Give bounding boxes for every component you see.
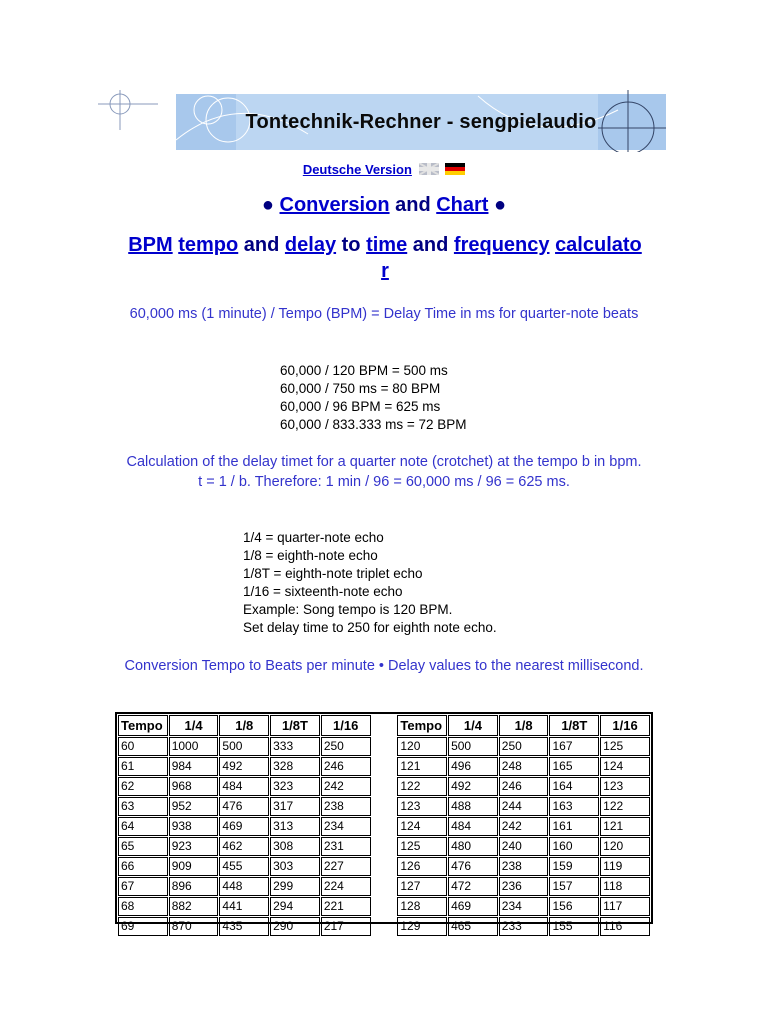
table-cell: 968 bbox=[169, 777, 219, 796]
header-eighth-triplet: 1/8T bbox=[549, 715, 599, 736]
header-tempo: Tempo bbox=[118, 715, 168, 736]
table-cell: 244 bbox=[499, 797, 549, 816]
table-gap-cell bbox=[372, 897, 397, 916]
table-cell: 63 bbox=[118, 797, 168, 816]
calculator-link-part-1: calculato bbox=[555, 234, 642, 256]
german-flag-icon[interactable] bbox=[445, 163, 465, 175]
header-eighth-triplet: 1/8T bbox=[270, 715, 320, 736]
table-cell: 313 bbox=[270, 817, 320, 836]
table-cell: 217 bbox=[321, 917, 371, 936]
table-cell: 116 bbox=[600, 917, 650, 936]
table-row bbox=[118, 797, 650, 816]
table-cell: 156 bbox=[549, 897, 599, 916]
echo-line: 1/16 = sixteenth-note echo bbox=[243, 584, 403, 599]
table-cell: 299 bbox=[270, 877, 320, 896]
and-text-1: and bbox=[243, 234, 280, 256]
table-cell: 870 bbox=[169, 917, 219, 936]
table-cell: 500 bbox=[219, 737, 269, 756]
table-gap-cell bbox=[372, 817, 397, 836]
table-cell: 67 bbox=[118, 877, 168, 896]
table-cell: 492 bbox=[219, 757, 269, 776]
table-cell: 250 bbox=[321, 737, 371, 756]
table-cell: 242 bbox=[321, 777, 371, 796]
banner-title: Tontechnik-Rechner - sengpielaudio bbox=[245, 110, 597, 133]
table-gap-cell bbox=[372, 877, 397, 896]
table-row bbox=[118, 897, 650, 916]
table-row bbox=[118, 757, 650, 776]
table-cell: 323 bbox=[270, 777, 320, 796]
echo-list bbox=[243, 529, 497, 637]
table-cell: 469 bbox=[219, 817, 269, 836]
table-cell: 1000 bbox=[169, 737, 219, 756]
table-cell: 122 bbox=[600, 797, 650, 816]
table-cell: 476 bbox=[219, 797, 269, 816]
echo-line: 1/8T = eighth-note triplet echo bbox=[243, 566, 423, 581]
table-cell: 117 bbox=[600, 897, 650, 916]
table-gap-cell bbox=[372, 797, 397, 816]
table-cell: 308 bbox=[270, 837, 320, 856]
table-body bbox=[118, 737, 650, 936]
tempo-table bbox=[117, 714, 651, 937]
table-cell: 328 bbox=[270, 757, 320, 776]
table-cell: 227 bbox=[321, 857, 371, 876]
table-cell: 435 bbox=[219, 917, 269, 936]
table-cell: 121 bbox=[397, 757, 447, 776]
table-cell: 236 bbox=[499, 877, 549, 896]
table-cell: 923 bbox=[169, 837, 219, 856]
table-cell: 61 bbox=[118, 757, 168, 776]
table-cell: 164 bbox=[549, 777, 599, 796]
table-cell: 161 bbox=[549, 817, 599, 836]
table-cell: 233 bbox=[499, 917, 549, 936]
table-cell: 896 bbox=[169, 877, 219, 896]
bullet-right: ● bbox=[494, 194, 507, 216]
header-sixteenth: 1/16 bbox=[600, 715, 650, 736]
delay-link[interactable]: delay bbox=[284, 234, 337, 256]
table-cell: 126 bbox=[397, 857, 447, 876]
table-cell: 242 bbox=[499, 817, 549, 836]
table-cell: 64 bbox=[118, 817, 168, 836]
table-cell: 476 bbox=[448, 857, 498, 876]
table-cell: 290 bbox=[270, 917, 320, 936]
and-text-2: and bbox=[412, 234, 449, 256]
header-eighth: 1/8 bbox=[499, 715, 549, 736]
table-cell: 441 bbox=[219, 897, 269, 916]
table-row bbox=[118, 877, 650, 896]
formula-quarter-note-line2: t = 1 / b. Therefore: 1 min / 96 = 60,000 ms / 96 = 625 ms. bbox=[198, 474, 570, 490]
bpm-link[interactable]: BPM bbox=[128, 234, 173, 256]
table-header-row bbox=[118, 715, 650, 736]
time-link[interactable]: time bbox=[366, 234, 408, 256]
table-cell: 65 bbox=[118, 837, 168, 856]
formula-quarter-note-line1: Calculation of the delay timet for a quarter note (crotchet) at the tempo b in bpm. bbox=[126, 454, 642, 470]
table-row bbox=[118, 917, 650, 936]
conversion-link[interactable]: Conversion bbox=[279, 194, 390, 216]
table-gap-cell bbox=[372, 837, 397, 856]
table-cell: 124 bbox=[600, 757, 650, 776]
table-cell: 909 bbox=[169, 857, 219, 876]
example-line: 60,000 / 833.333 ms = 72 BPM bbox=[280, 417, 467, 432]
table-cell: 125 bbox=[397, 837, 447, 856]
uk-flag-icon[interactable] bbox=[419, 163, 439, 175]
table-cell: 234 bbox=[499, 897, 549, 916]
header-eighth: 1/8 bbox=[219, 715, 269, 736]
echo-line: 1/4 = quarter-note echo bbox=[243, 530, 384, 545]
table-cell: 159 bbox=[549, 857, 599, 876]
table-cell: 224 bbox=[321, 877, 371, 896]
table-cell: 128 bbox=[397, 897, 447, 916]
table-cell: 160 bbox=[549, 837, 599, 856]
header-quarter: 1/4 bbox=[448, 715, 498, 736]
table-gap-cell bbox=[372, 917, 397, 936]
table-cell: 120 bbox=[600, 837, 650, 856]
table-cell: 167 bbox=[549, 737, 599, 756]
table-cell: 333 bbox=[270, 737, 320, 756]
table-cell: 221 bbox=[321, 897, 371, 916]
table-cell: 238 bbox=[499, 857, 549, 876]
example-line: 60,000 / 120 BPM = 500 ms bbox=[280, 363, 448, 378]
table-cell: 500 bbox=[448, 737, 498, 756]
table-cell: 123 bbox=[600, 777, 650, 796]
table-cell: 488 bbox=[448, 797, 498, 816]
header-tempo: Tempo bbox=[397, 715, 447, 736]
table-cell: 120 bbox=[397, 737, 447, 756]
language-row bbox=[0, 162, 768, 177]
table-row bbox=[118, 777, 650, 796]
table-cell: 163 bbox=[549, 797, 599, 816]
table-cell: 303 bbox=[270, 857, 320, 876]
table-cell: 496 bbox=[448, 757, 498, 776]
header-sixteenth: 1/16 bbox=[321, 715, 371, 736]
table-cell: 124 bbox=[397, 817, 447, 836]
table-cell: 248 bbox=[499, 757, 549, 776]
header-quarter: 1/4 bbox=[169, 715, 219, 736]
table-row bbox=[118, 817, 650, 836]
table-cell: 462 bbox=[219, 837, 269, 856]
table-cell: 122 bbox=[397, 777, 447, 796]
formula-delay-time: 60,000 ms (1 minute) / Tempo (BPM) = Delay Time in ms for quarter-note beats bbox=[129, 306, 639, 322]
table-cell: 492 bbox=[448, 777, 498, 796]
echo-line: 1/8 = eighth-note echo bbox=[243, 548, 378, 563]
example-line: 60,000 / 96 BPM = 625 ms bbox=[280, 399, 441, 414]
heading-bpm-calculator bbox=[90, 232, 680, 284]
deutsche-version-link[interactable]: Deutsche Version bbox=[302, 162, 412, 177]
table-cell: 246 bbox=[321, 757, 371, 776]
conversion-note: Conversion Tempo to Beats per minute • Delay values to the nearest millisecond. bbox=[124, 658, 644, 674]
table-cell: 231 bbox=[321, 837, 371, 856]
bpm-examples bbox=[280, 362, 467, 434]
table-cell: 129 bbox=[397, 917, 447, 936]
table-gap-cell bbox=[372, 757, 397, 776]
table-cell: 60 bbox=[118, 737, 168, 756]
table-cell: 448 bbox=[219, 877, 269, 896]
calculator-link-part-2: r bbox=[381, 260, 389, 282]
table-row bbox=[118, 737, 650, 756]
to-text: to bbox=[341, 234, 361, 256]
table-gap-cell bbox=[372, 737, 397, 756]
table-cell: 155 bbox=[549, 917, 599, 936]
table-cell: 455 bbox=[219, 857, 269, 876]
table-gap-cell bbox=[372, 777, 397, 796]
table-cell: 119 bbox=[600, 857, 650, 876]
table-cell: 127 bbox=[397, 877, 447, 896]
table-cell: 121 bbox=[600, 817, 650, 836]
table-cell: 484 bbox=[219, 777, 269, 796]
heading-conversion-chart bbox=[0, 194, 768, 217]
table-cell: 938 bbox=[169, 817, 219, 836]
example-line: 60,000 / 750 ms = 80 BPM bbox=[280, 381, 441, 396]
table-cell: 246 bbox=[499, 777, 549, 796]
table-cell: 465 bbox=[448, 917, 498, 936]
table-cell: 62 bbox=[118, 777, 168, 796]
table-cell: 882 bbox=[169, 897, 219, 916]
tempo-delay-table bbox=[115, 712, 653, 933]
table-cell: 469 bbox=[448, 897, 498, 916]
table-cell: 984 bbox=[169, 757, 219, 776]
table-cell: 125 bbox=[600, 737, 650, 756]
table-cell: 317 bbox=[270, 797, 320, 816]
table-cell: 118 bbox=[600, 877, 650, 896]
table-cell: 240 bbox=[499, 837, 549, 856]
tempo-link[interactable]: tempo bbox=[178, 234, 239, 256]
table-cell: 68 bbox=[118, 897, 168, 916]
table-cell: 952 bbox=[169, 797, 219, 816]
frequency-link[interactable]: frequency bbox=[453, 234, 550, 256]
table-cell: 69 bbox=[118, 917, 168, 936]
table-cell: 165 bbox=[549, 757, 599, 776]
bullet-left: ● bbox=[261, 194, 274, 216]
table-row bbox=[118, 857, 650, 876]
chart-link[interactable]: Chart bbox=[436, 194, 489, 216]
table-cell: 66 bbox=[118, 857, 168, 876]
table-cell: 472 bbox=[448, 877, 498, 896]
table-cell: 250 bbox=[499, 737, 549, 756]
echo-line: Example: Song tempo is 120 BPM. bbox=[243, 602, 453, 617]
table-gap-cell bbox=[372, 857, 397, 876]
table-cell: 484 bbox=[448, 817, 498, 836]
and-text: and bbox=[395, 194, 431, 216]
table-cell: 480 bbox=[448, 837, 498, 856]
table-cell: 157 bbox=[549, 877, 599, 896]
header-gap bbox=[372, 715, 397, 736]
echo-line: Set delay time to 250 for eighth note echo. bbox=[243, 620, 497, 635]
table-cell: 238 bbox=[321, 797, 371, 816]
table-cell: 294 bbox=[270, 897, 320, 916]
table-cell: 123 bbox=[397, 797, 447, 816]
table-cell: 234 bbox=[321, 817, 371, 836]
table-row bbox=[118, 837, 650, 856]
formula-quarter-note bbox=[95, 452, 673, 492]
